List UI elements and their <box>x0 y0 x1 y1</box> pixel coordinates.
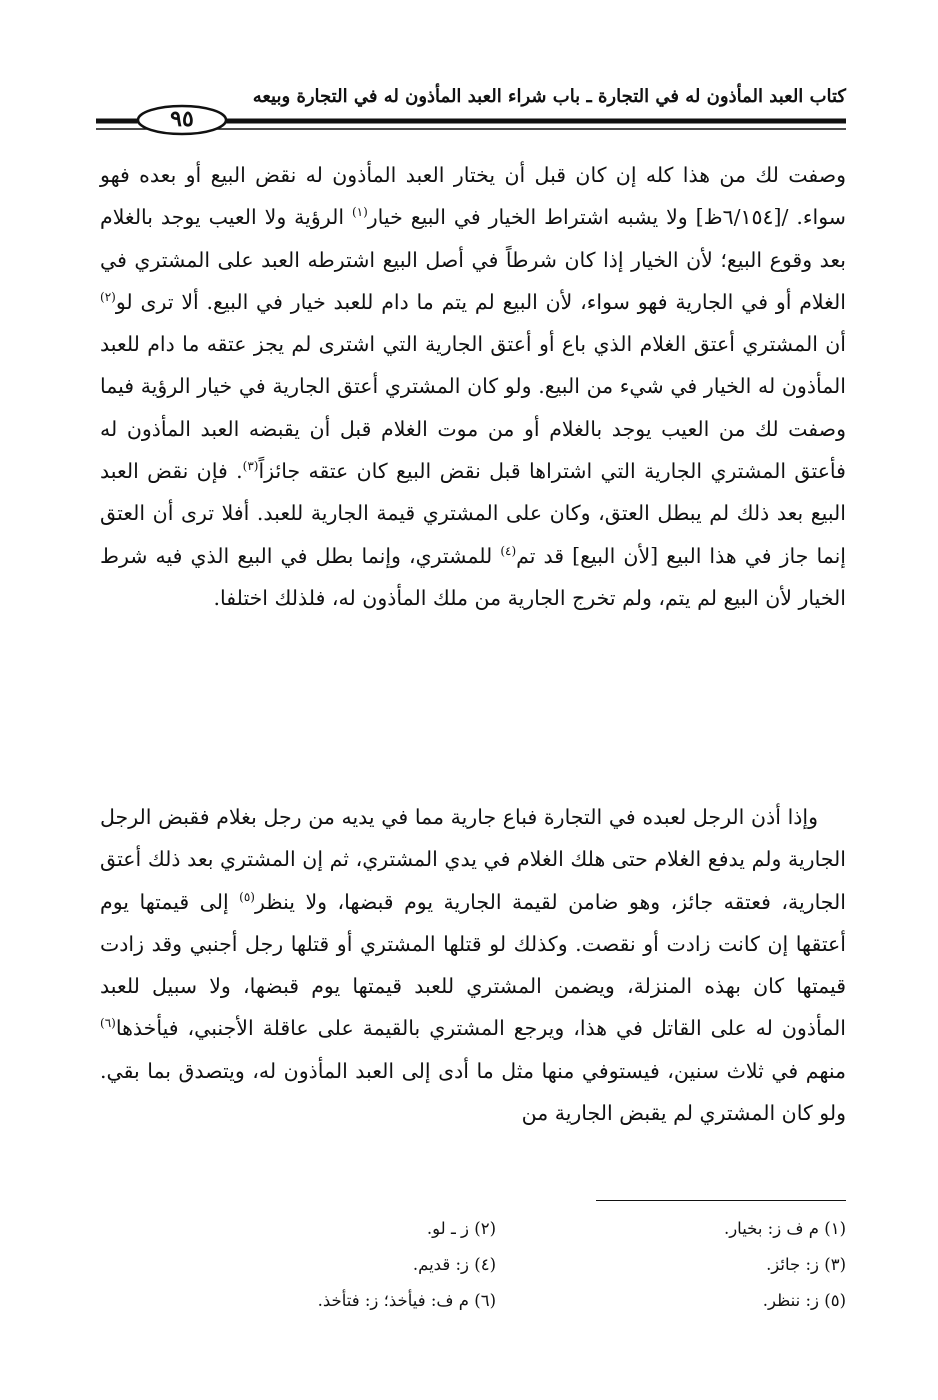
footnote-2: (٢) ز ـ لو. <box>426 1219 496 1238</box>
footnote-6: (٦) م ف: فيأخذ؛ ز: فتأخذ. <box>317 1291 496 1310</box>
footnote-5: (٥) ز: ننظر. <box>762 1291 846 1310</box>
running-header: كتاب العبد المأذون له في التجارة ـ باب شراء العبد المأذون له في التجارة وبيعه <box>252 86 846 107</box>
page-number: ٩٥ <box>170 106 194 132</box>
body-paragraph-2: وإذا أذن الرجل لعبده في التجارة فباع جارية مما في يديه من رجل بغلام فقبض الرجل الجارية ولم يدفع الغلام حتى هلك الغلام في يدي المشتري، ثم إن المشتري بعد ذلك أعتق الجارية، فعتقه جائز، وهو ضامن لقيمة الجارية يوم قبضها، ولا ينظر$^{(٥)}$ إلى قيمتها يوم أعتقها إن كانت زادت أو نقصت. وكذلك لو قتلها المشتري أو قتلها رجل أجنبي وقد زادت قيمتها كان بهذه المنزلة، ويضمن المشتري للعبد قيمتها يوم قبضها، ولا سبيل للعبد المأذون له على القاتل في هذا، ويرجع المشتري بالقيمة على عاقلة الأجنبي، فيأخذها$^{(٦)}$ منهم في ثلاث سنين، فيستوفي منها مثل ما أدى إلى العبد المأذون له، ويتصدق بما بقي. ولو كان المشتري لم يقبض الجارية من <box>100 805 846 1126</box>
footnote-separator <box>596 1200 846 1201</box>
footnote-3: (٣) ز: جائز. <box>766 1255 846 1274</box>
footnotes <box>150 1214 846 1316</box>
footnote-1: (١) م ف ز: بخيار. <box>723 1219 846 1238</box>
footnote-4: (٤) ز: قديم. <box>412 1255 496 1274</box>
body-paragraph-1: وصفت لك من هذا كله إن كان قبل أن يختار العبد المأذون له نقض البيع أو بعده فهو سواء. /[٦/١٥٤ظ] ولا يشبه اشتراط الخيار في البيع خيار$^{(١)}$ الرؤية ولا العيب يوجد بالغلام بعد وقوع البيع؛ لأن الخيار إذا كان شرطاً في أصل البيع اشترطه العبد على المشتري في الغلام أو في الجارية فهو سواء، لأن البيع لم يتم ما دام للعبد خيار في البيع. ألا ترى لو$^{(٢)}$ أن المشتري أعتق الغلام الذي باع أو أعتق الجارية التي اشترى لم يجز عتقه ما دام للعبد المأذون له الخيار في شيء من البيع. ولو كان المشتري أعتق الجارية في خيار الرؤية فيما وصفت لك من العيب يوجد بالغلام أو من موت الغلام قبل أن يقبضه العبد المأذون له فأعتق المشتري الجارية التي اشتراها قبل نقض البيع كان عتقه جائزاً$^{(٣)}$. فإن نقض العبد البيع بعد ذلك لم يبطل العتق، وكان على المشتري قيمة الجارية للعبد. أفلا ترى أن العتق إنما جاز في هذا البيع [لأن البيع] قد تم$^{(٤)}$ للمشتري، وإنما بطل في البيع الذي فيه شرط الخيار لأن البيع لم يتم، ولم تخرج الجارية من ملك المأذون له، فلذلك اختلفا. <box>100 163 846 610</box>
